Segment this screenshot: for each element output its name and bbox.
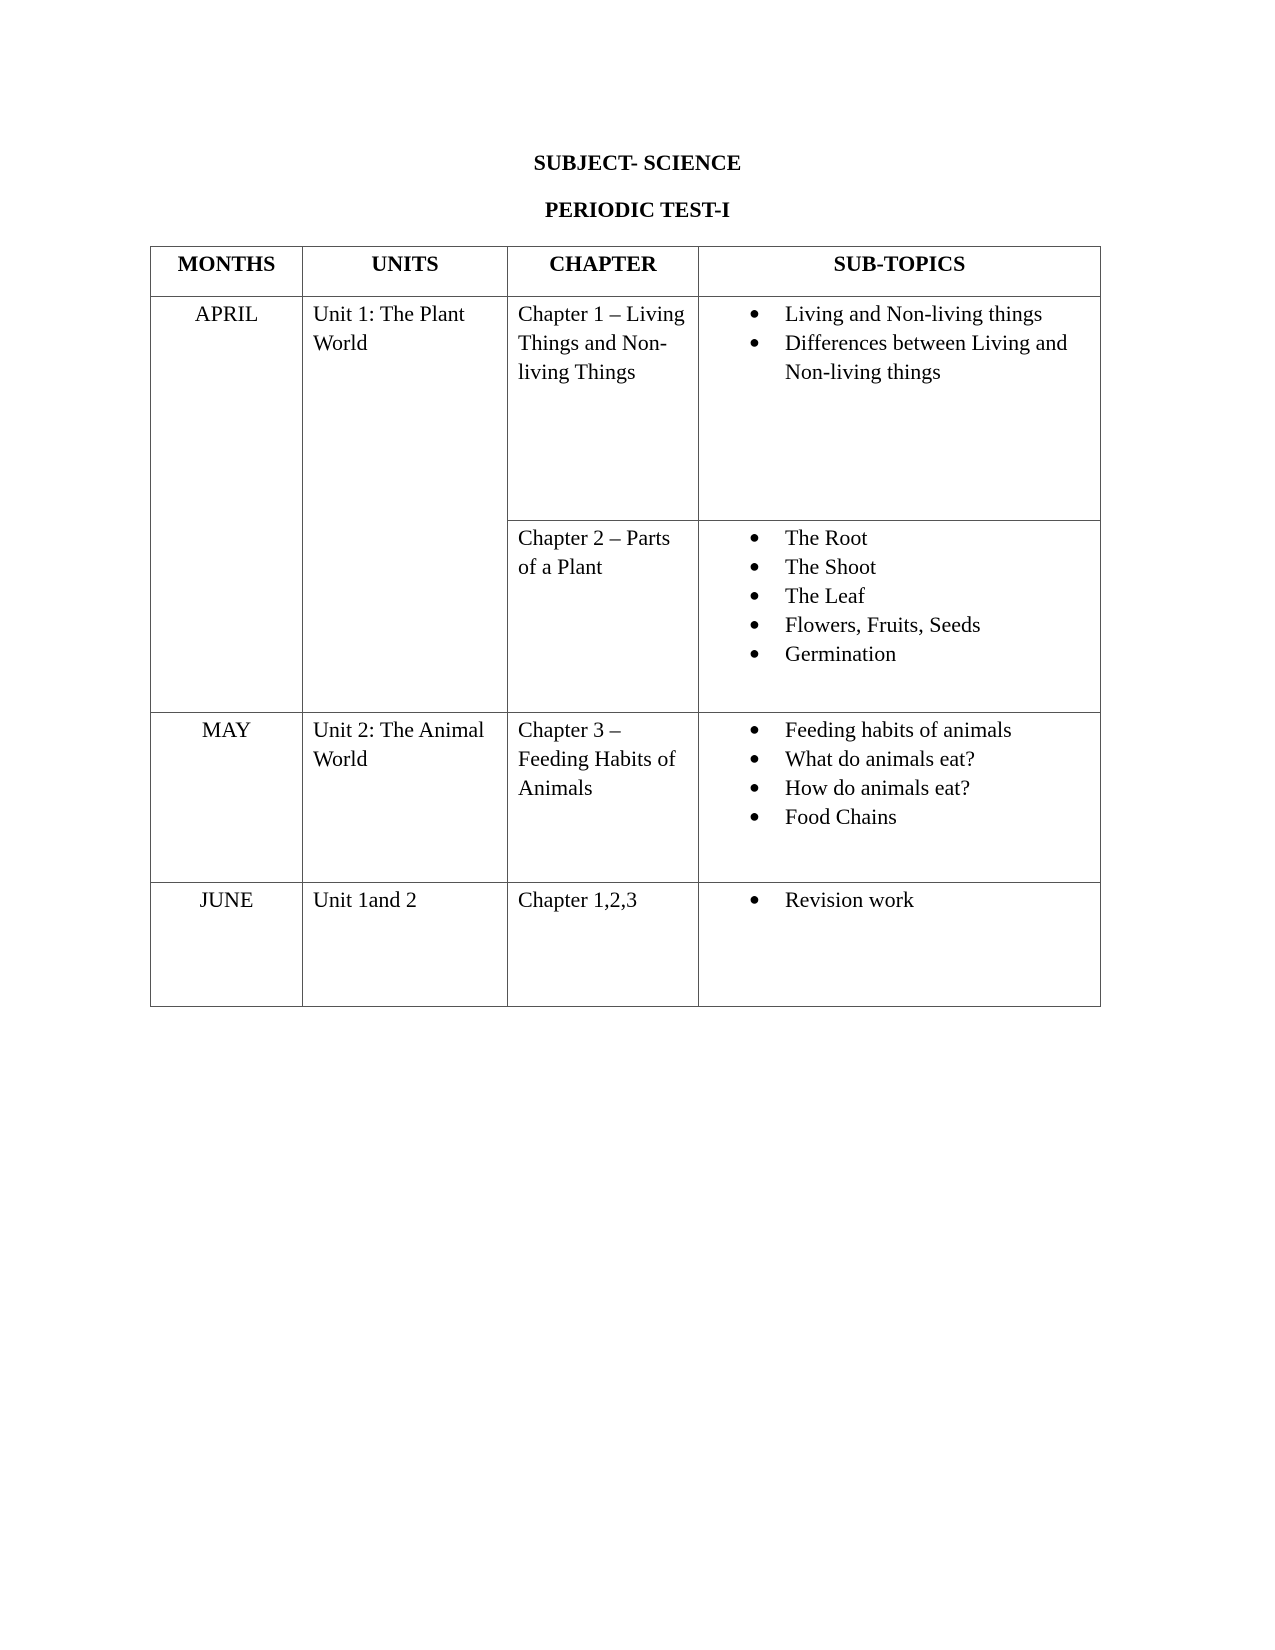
header-months: MONTHS <box>151 247 303 297</box>
document-subtitle: PERIODIC TEST-I <box>544 197 731 222</box>
unit-cell: Unit 2: The Animal World <box>303 713 508 883</box>
subtopic-item: ● Feeding habits of animals <box>749 715 1090 744</box>
header-chapter: CHAPTER <box>508 247 699 297</box>
subtopic-list <box>709 715 1090 831</box>
subtopic-list <box>709 523 1090 668</box>
subtopic-item: ● The Root <box>749 523 1090 552</box>
month-cell: APRIL <box>151 297 303 713</box>
subtopic-item: ● Germination <box>749 639 1090 668</box>
subtopic-item: ● The Shoot <box>749 552 1090 581</box>
table-row <box>151 297 1101 521</box>
chapter-cell: Chapter 1 – Living Things and Non-living Things <box>508 297 699 521</box>
table-header-row <box>151 247 1101 297</box>
subtopics-cell <box>699 521 1101 713</box>
subtopic-item: ● Food Chains <box>749 802 1090 831</box>
chapter-cell: Chapter 1,2,3 <box>508 883 699 1007</box>
subtopic-item: ● How do animals eat? <box>749 773 1090 802</box>
subtopic-item: ● Flowers, Fruits, Seeds <box>749 610 1090 639</box>
subtopic-list <box>709 885 1090 914</box>
subtopic-item: ● The Leaf <box>749 581 1090 610</box>
subtopic-item: ● Revision work <box>749 885 1090 914</box>
month-cell: MAY <box>151 713 303 883</box>
subtopic-item: ● What do animals eat? <box>749 744 1090 773</box>
subtopic-item: ● Living and Non-living things <box>749 299 1090 328</box>
header-subtopics: SUB-TOPICS <box>699 247 1101 297</box>
subtopic-list <box>709 299 1090 386</box>
syllabus-table <box>150 246 1101 1007</box>
unit-cell: Unit 1: The Plant World <box>303 297 508 713</box>
subtopics-cell <box>699 713 1101 883</box>
chapter-cell: Chapter 2 – Parts of a Plant <box>508 521 699 713</box>
document-title: SUBJECT- SCIENCE <box>533 150 742 175</box>
chapter-cell: Chapter 3 – Feeding Habits of Animals <box>508 713 699 883</box>
subtopics-cell <box>699 297 1101 521</box>
table-row <box>151 883 1101 1007</box>
table-row <box>151 713 1101 883</box>
month-cell: JUNE <box>151 883 303 1007</box>
header-units: UNITS <box>303 247 508 297</box>
unit-cell: Unit 1and 2 <box>303 883 508 1007</box>
subtopics-cell <box>699 883 1101 1007</box>
subtopic-item: ● Differences between Living and Non-living things <box>749 328 1090 386</box>
